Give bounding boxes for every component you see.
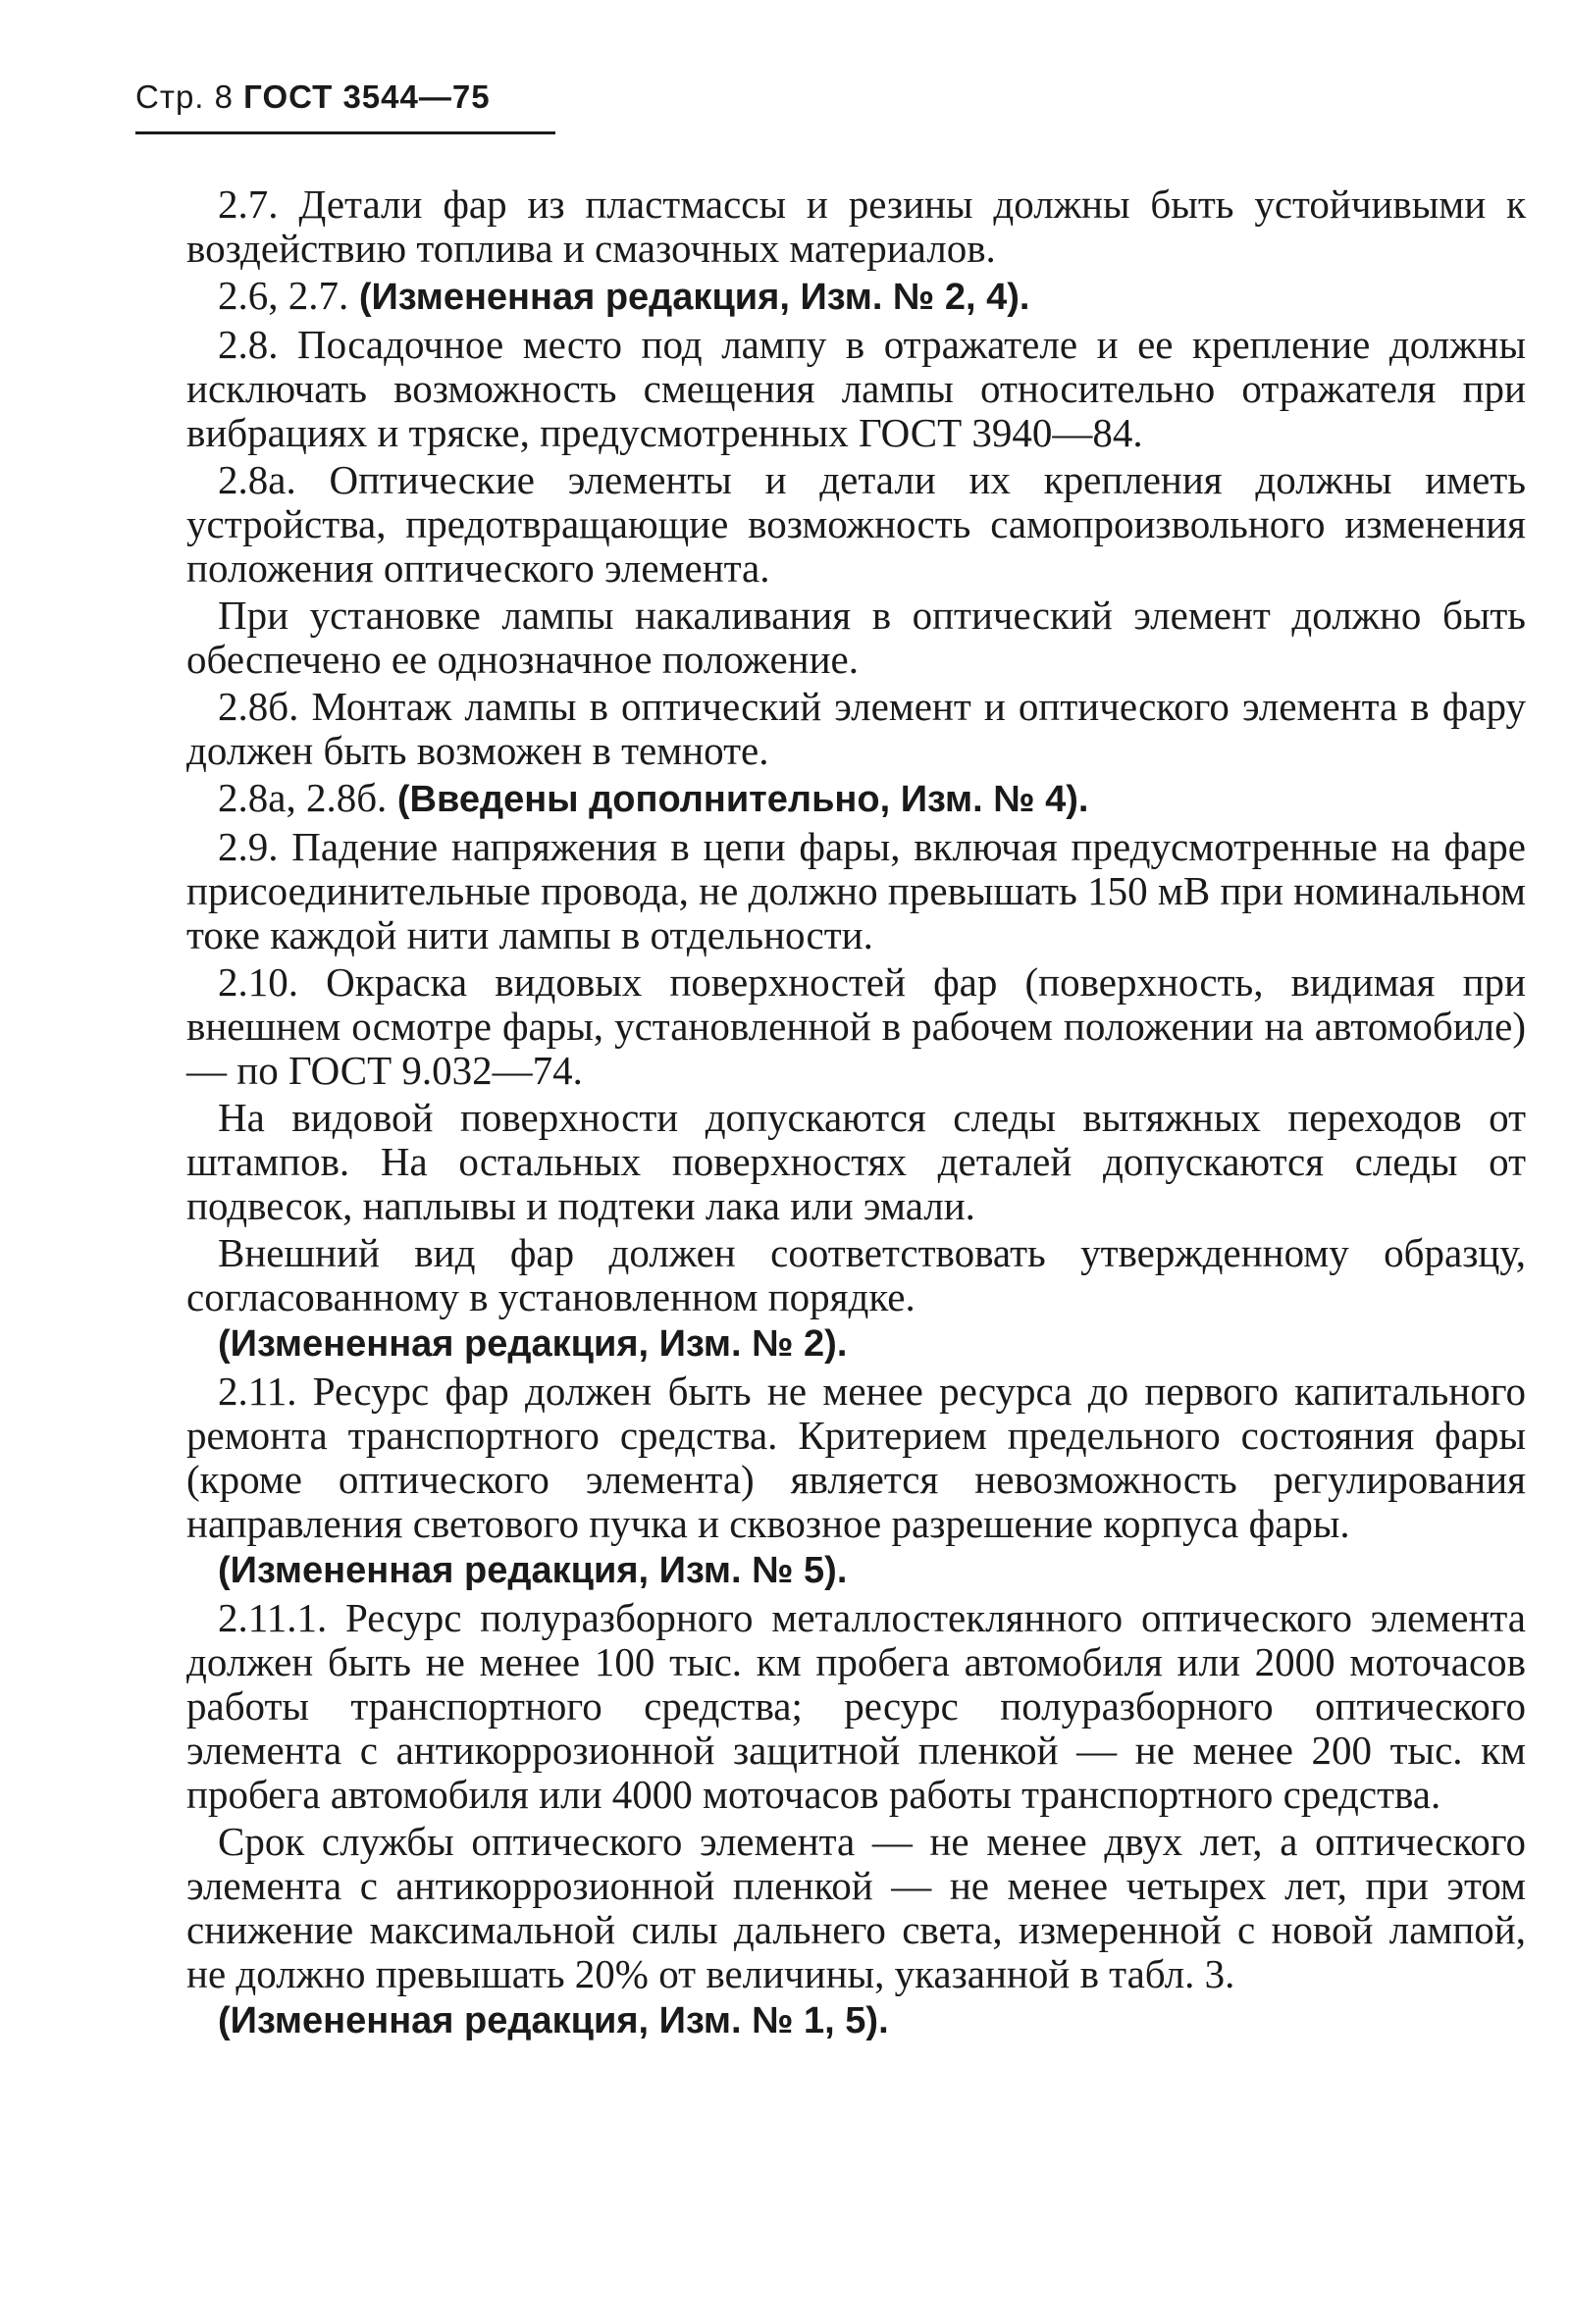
amendment-note-text: (Введены дополнительно, Изм. № 4). [396,779,1089,820]
page-header [135,78,555,116]
standard-designation: ГОСТ 3544—75 [243,78,491,115]
amendment-note-2-11 [186,1549,1526,1593]
clause-2-8a-continuation: При установке лампы накаливания в оптический элемент должно быть обеспечено ее однозначное положение. [186,593,1526,682]
amendment-note-2-8a-2-8b [186,776,1526,822]
amendment-note-text: (Измененная редакция, Изм. № 2). [218,1323,848,1365]
page-number: Стр. 8 [135,78,234,115]
amendment-note-text: (Измененная редакция, Изм. № 1, 5). [218,2000,889,2041]
clause-2-10-appearance: Внешний вид фар должен соответствовать утвержденному образцу, согласованному в установленном порядке. [186,1230,1526,1319]
amendment-note-text: (Измененная редакция, Изм. № 2, 4). [358,277,1030,318]
clause-2-10-surface-defects: На видовой поверхности допускаются следы вытяжных переходов от штампов. На остальных поверхностях деталей допускаются следы от подвесок, наплывы и подтеки лака или эмали. [186,1095,1526,1228]
clause-2-9: 2.9. Падение напряжения в цепи фары, включая предусмотренные на фаре присоединительные провода, не должно превышать 150 мВ при номинальном токе каждой нити лампы в отдельности. [186,824,1526,957]
header-rule [135,131,555,134]
clause-2-11-1: 2.11.1. Ресурс полуразборного металлостеклянного оптического элемента должен быть не менее 100 тыс. км пробега автомобиля или 2000 моточасов работы транспортного средства; ресурс полуразборного оптического элемента с антикоррозионной защитной пленкой — не менее 200 тыс. км пробега автомобиля или 4000 моточасов работы транспортного средства. [186,1595,1526,1817]
amendment-note-ref: 2.6, 2.7. [218,273,349,318]
clause-2-10: 2.10. Окраска видовых поверхностей фар (поверхность, видимая при внешнем осмотре фары, установленной в рабочем положении на автомобиле) — по ГОСТ 9.032—74. [186,959,1526,1093]
amendment-note-2-11-1 [186,1999,1526,2043]
clause-2-8: 2.8. Посадочное место под лампу в отражателе и ее крепление должны исключать возможность смещения лампы относительно отражателя при вибрациях и тряске, предусмотренных ГОСТ 3940—84. [186,322,1526,455]
amendment-note-ref: 2.8а, 2.8б. [218,775,388,820]
clause-2-7: 2.7. Детали фар из пластмассы и резины должны быть устойчивыми к воздействию топлива и смазочных материалов. [186,181,1526,271]
amendment-note-2-6-2-7 [186,274,1526,320]
clause-2-8b: 2.8б. Монтаж лампы в оптический элемент и оптического элемента в фару должен быть возможен в темноте. [186,684,1526,773]
amendment-note-2-10 [186,1322,1526,1367]
clause-2-11-1-service-life: Срок службы оптического элемента — не менее двух лет, а оптического элемента с антикоррозионной пленкой — не менее четырех лет, при этом снижение максимальной силы дальнего света, измеренной с новой лампой, не должно превышать 20% от величины, указанной в табл. 3. [186,1819,1526,1996]
clause-2-11: 2.11. Ресурс фар должен быть не менее ресурса до первого капитального ремонта транспортного средства. Критерием предельного состояния фары (кроме оптического элемента) является невозможность регулирования направления светового пучка и сквозное разрешение корпуса фары. [186,1369,1526,1546]
clause-2-8a: 2.8а. Оптические элементы и детали их крепления должны иметь устройства, предотвращающие возможность самопроизвольного изменения положения оптического элемента. [186,457,1526,591]
amendment-note-text: (Измененная редакция, Изм. № 5). [218,1550,848,1591]
document-body [186,182,1526,2046]
